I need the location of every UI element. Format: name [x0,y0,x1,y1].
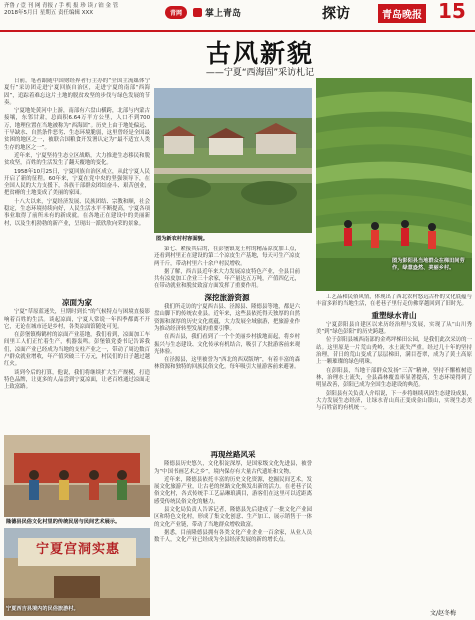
section-paragraph: 县文化局负责人告诉记者，隆德县先后建成了一批文化产业园区和特色文化村，形成了集文化创意、生产加工、展示销售于一体的文化产业链，带动了当地群众增收致富。 [154,507,312,528]
app-name-label: 掌上青岛 [205,9,242,19]
lead-paragraph: 宁夏地处黄河中上游，南部有六盘山横跨，北部与内蒙古接壤，东邻甘肃，总面积6.64万平方公里，人口不到700万，地理位置在当地被称为“西海固”。历史上由于地处偏远、干旱缺水、自然条件恶劣、生态环境脆弱，这里曾经是全国最贫困的地区之一，被联合国粮食开发署认定为“最不适宜人类生存的地区之一”。 [4,108,150,151]
section-title-tourism: 深挖旅游资源 [204,292,250,302]
section-paragraph: 据了解，西吉县近年来大力发展凉皮特色产业，全县目前共有凉皮加工企业三十余家，年产量达五万吨，产值四亿元，在带动就业和脱贫致富方面发挥了重要作用。 [154,268,300,290]
article-subtitle: ——宁夏“西海固”采访札记 [205,68,315,78]
lead-paragraph: 十八大以来，宁夏经济发展、民族团结、宗教和顺，社会稳定，生态环境持续向好，人民生活水平不断提高，宁夏各项事业取得了前所未有的新成就。在各地正在建设中的美丽新村，以及生机勃勃的新产业，呈现出一派欣欣向荣的景象。 [4,198,150,227]
qingwang-logo: 青网 [165,6,187,19]
page-number: 15 [438,0,466,23]
photo-village-caption: 图为新农村村容面貌。 [156,236,208,242]
app-logos [165,6,241,19]
page-header [0,0,475,32]
app-icon [193,8,202,17]
section-paragraph: 在彭堡镇梅鹤村的凉面产业基地，我们看到，凉面加工车间里工人们正忙着生产，机器轰鸣。彭堡镇党委书记告诉我们，凉面产业已经成为当地的支柱产业之一，带动了周边数百户群众就业增收，年产值突破三千万元，村民们的日子越过越红火。 [4,332,150,368]
section-ecology [316,294,472,616]
article-author: 文/赵冬梅 [430,610,457,617]
section-paragraph: 位于彭阳县城西南部的金鸡坪梯田公园，是我们此次采访的一站。这里原是一片荒山秃岭，水土流失严重。经过几十年的坚持治理，昔日的荒山变成了层层梯田，满目苍翠，成为了黄土高原上一颗璀璨的绿色明珠。 [316,337,472,366]
edition-info [4,3,118,17]
section-paragraph: 隆德县历史悠久，文化积淀深厚，是国家级文化先进县，被誉为“中国书画艺术之乡”，境内保存有大量古代遗址和文物。 [154,461,312,475]
shop-sign: 宁夏宫洞实惠 [35,542,120,557]
app-name [193,6,241,19]
folk-culture-image [4,435,150,517]
section-paragraph: 工艺品和民俗风情，体现出了西北农村悠远古朴的文化底蕴与丰富多彩的当地生活，在老巷子里行走仿佛穿越回到了旧时光。 [316,294,472,308]
section-paragraph: 在彭阳县，当地干部群众发扬“三苦”精神，坚持不懈植树造林，治理水土流失，全县森林覆盖率显著提高，生态环境得到了明显改善，彭阳已成为全国生态建设的典范。 [316,367,472,389]
village-image [154,88,312,233]
section-paragraph: 在西吉县，我们看到了一个个美丽乡村拔地而起，将乡村振兴与生态建设、文化传承有机结合，吸引了大批游客前来观光体验。 [154,334,300,355]
section-name: 探访 [322,6,350,22]
section-title-silk-road: 再现丝路风采 [210,450,256,459]
section-paragraph: 第七、紧接其后的，在彭堡镇龙王村的精品凉皮加工点，还看到村里正在建设的第二个凉皮生产基地，每天可生产凉皮两千斤，带动村里六十余户村民增收。 [154,246,300,267]
section-noodles [4,296,150,431]
section-silk-road [154,448,312,616]
photo-folk-village-caption: 宁夏西吉县境内的民俗旅游村。 [6,606,79,612]
newspaper-name: 青岛晚报 [378,4,426,23]
section-title-ecology: 重塑绿水青山 [371,310,417,320]
section-title-noodles: 凉面为家 [62,298,92,307]
section-paragraph: 我们所走访的宁夏西吉县、泾源县、隆德县等地，都是六盘山脚下的传统农业县。近年来，这些县依托得天独厚的自然资源和深厚的历史文化底蕴，大力发展全域旅游，把旅游业作为推动经济转型发展的重要引擎。 [154,304,300,332]
section-paragraph: 近年来，隆德县依托丰富的历史文化资源，挖掘民间艺术，发展文化旅游产业，让古老的丝路文化焕发出新的活力。在老巷子民俗文化村，各式传统手工艺品琳琅满目，游客们在这里可以近距离感受传统民俗文化的魅力。 [154,476,312,505]
lead-column [4,78,150,293]
lead-paragraph: 日前，笔者跟随中国财经界者行主办的“全国主流媒体宁夏行”采访团走进宁夏回族自治区，走进宁夏的南部“西海固”，追踪着难忘这片土地的脱贫攻坚的步伐与绿色发展的节奏。 [4,78,150,106]
photo-village [154,88,312,233]
lead-paragraph: 1958年10月25日，宁夏回族自治区成立，从此宁夏人民开启了新的征程。60年来，宁夏在党中央的坚强领导下，在全国人民的大力支援下，各族干部群众团结奋斗、艰苦创业，把贫瘠的土地变成了美丽的家园。 [4,168,150,197]
section-paragraph: 彭阳县有关负责人介绍说，下一步将继续巩固生态建设成果，大力发展生态经济，让绿水青山真正变成金山银山，实现生态美与百姓富的有机统一。 [316,390,472,412]
edition-line-1: 齐鲁 / 壹 刊 网 青报 / 手 机 报 珍 读 / 铂 金 管 [4,3,119,9]
article-title: 古风新貌 [205,39,314,68]
section-paragraph: 据悉，目前隆德县拥有各类文化产业企业一百余家，从业人员数千人，文化产业已经成为全县经济发展的新的增长点。 [154,529,312,544]
photo-terraces-caption: 图为彭阳县当地群众在梯田间劳作，绿意盎然、美丽乡村。 [392,258,465,271]
photo-folk-culture [4,435,150,517]
section-paragraph: 在泾源县，这里被誉为“西北的西双版纳”，有着丰富的森林资源和独特的回族民俗文化，每年吸引大量游客前来避暑。 [154,357,300,371]
column-center-right [232,296,312,446]
edition-line-2: 2018年5月日 星期五 责任编辑 XXX [4,10,94,16]
photo-folk-caption: 隆德县民俗文化村里的传统民居与民间艺术展示。 [6,519,121,525]
section-paragraph: 宁夏“草原蓝迷失，旦期时到长”的气候特点与困境直接影响着百姓的生活。谈起凉面，宁夏人常说一年四季都离不开它，无论在城市还是乡村，各类凉面馆随处可见。 [4,309,150,330]
section-paragraph: 谈到今后的打算，他说，我们将继续扩大生产规模，打造特色品牌，让更多的人品尝到宁夏凉面，让老百姓通过凉面走上致富路。 [4,369,150,391]
section-paragraph: 宁夏彭阳县自建区以来历经治理与发展，实现了从“山川秀美”到“绿色彭阳”的历史跨越。 [316,321,472,336]
lead-paragraph: 近年来，宁夏坚持生态立区战略，大力推进生态移民和脱贫攻坚，百姓的生活发生了翻天覆地的变化。 [4,152,150,167]
